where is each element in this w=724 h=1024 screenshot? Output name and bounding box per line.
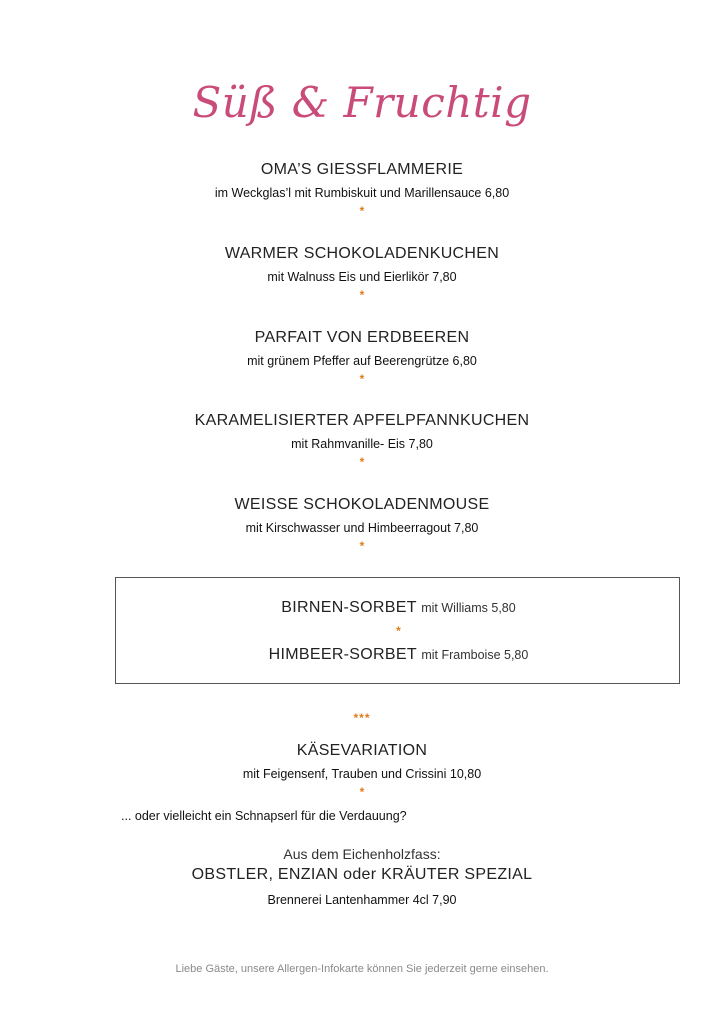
menu-item-5 xyxy=(0,495,724,552)
sorbet-name: HIMBEER-SORBET xyxy=(268,646,417,663)
separator-star: * xyxy=(359,204,365,218)
item-name: PARFAIT VON ERDBEEREN xyxy=(254,329,470,346)
item-description: mit Walnuss Eis und Eierlikör 7,80 xyxy=(267,270,457,284)
page-title: Süß & Fruchtig xyxy=(192,78,532,127)
schnaps-description: Brennerei Lantenhammer 4cl 7,90 xyxy=(267,893,457,907)
item-name: KÄSEVARIATION xyxy=(296,742,428,759)
schnaps-question: ... oder vielleicht ein Schnapserl für die Verdauung? xyxy=(121,809,407,823)
item-name: OMA’S GIESSFLAMMERIE xyxy=(260,161,464,178)
schnaps-intro: Aus dem Eichenholzfass: xyxy=(283,846,441,862)
item-description: mit grünem Pfeffer auf Beerengrütze 6,80 xyxy=(247,354,477,368)
allergen-footer: Liebe Gäste, unsere Allergen-Infokarte können Sie jederzeit gerne einsehen. xyxy=(175,963,549,975)
separator-star: * xyxy=(359,455,365,469)
item-name: WEISSE SCHOKOLADENMOUSE xyxy=(234,496,490,513)
sorbet-item-1 xyxy=(116,599,681,617)
menu-item-2 xyxy=(0,244,724,301)
section-divider: *** xyxy=(353,711,371,725)
separator-star: * xyxy=(359,288,365,302)
sorbet-name: BIRNEN-SORBET xyxy=(281,599,417,616)
item-description: mit Rahmvanille- Eis 7,80 xyxy=(291,437,433,451)
menu-item-3 xyxy=(0,328,724,385)
item-name: WARMER SCHOKOLADENKUCHEN xyxy=(224,245,500,262)
sorbet-box xyxy=(115,577,680,684)
separator-star: * xyxy=(359,785,365,799)
sorbet-item-2 xyxy=(116,646,681,664)
sorbet-extra: mit Framboise 5,80 xyxy=(421,648,529,662)
separator-star: * xyxy=(396,624,401,638)
item-description: mit Kirschwasser und Himbeerragout 7,80 xyxy=(245,521,479,535)
item-name: KARAMELISIERTER APFELPFANNKUCHEN xyxy=(194,412,530,429)
sorbet-extra: mit Williams 5,80 xyxy=(421,601,516,615)
item-description: mit Feigensenf, Trauben und Crissini 10,80 xyxy=(242,767,482,781)
separator-star: * xyxy=(359,539,365,553)
menu-item-4 xyxy=(0,411,724,468)
menu-item-1 xyxy=(0,160,724,217)
item-description: im Weckglas’l mit Rumbiskuit und Marillensauce 6,80 xyxy=(214,186,510,200)
schnaps-name: OBSTLER, ENZIAN oder KRÄUTER SPEZIAL xyxy=(191,866,533,883)
separator-star: * xyxy=(359,372,365,386)
menu-item-cheese xyxy=(0,741,724,798)
